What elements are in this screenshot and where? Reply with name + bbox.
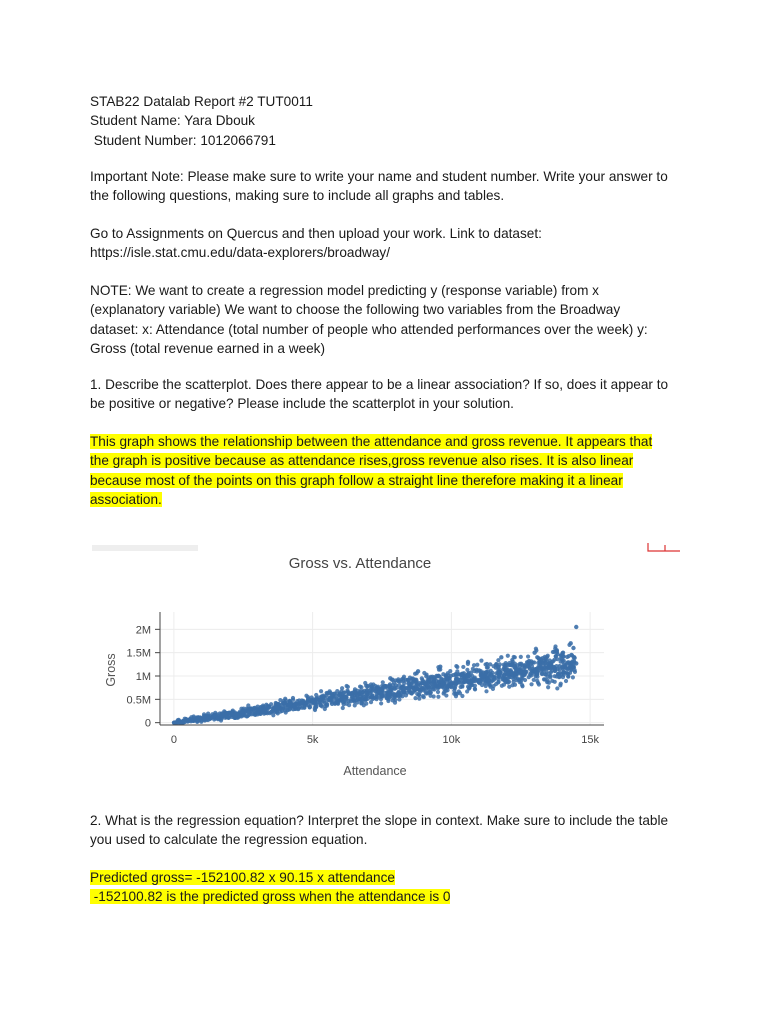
scatter-point xyxy=(445,685,449,689)
scatter-point xyxy=(400,690,404,694)
report-title: STAB22 Datalab Report #2 TUT0011 xyxy=(90,94,313,109)
scatter-points xyxy=(172,625,579,725)
scatter-point xyxy=(257,708,261,712)
scatter-point xyxy=(466,662,470,666)
scatter-point xyxy=(561,670,565,674)
scatter-point xyxy=(249,707,253,711)
scatter-point xyxy=(507,663,511,667)
y-tick-label: 2M xyxy=(135,624,151,637)
scatter-point xyxy=(458,678,462,682)
scatter-point xyxy=(342,702,346,706)
scatter-point xyxy=(513,672,517,676)
scatter-point xyxy=(453,686,457,690)
answer-highlight: association. xyxy=(90,491,162,507)
scatter-point xyxy=(346,685,350,689)
scatter-point xyxy=(566,672,570,676)
scatter-point xyxy=(475,663,479,667)
scatter-point xyxy=(479,673,483,677)
scatter-point xyxy=(498,670,502,674)
scatter-point xyxy=(329,700,333,704)
regression-note-line: (explanatory variable) We want to choose the following two variables from the Broadway xyxy=(90,302,621,318)
scatter-point xyxy=(366,697,370,701)
scatter-point xyxy=(274,703,278,707)
scatter-point xyxy=(529,682,533,686)
scatter-point xyxy=(555,652,559,656)
scatter-point xyxy=(436,690,440,694)
scatter-point xyxy=(440,683,444,687)
scatter-point xyxy=(483,673,487,677)
scatter-point xyxy=(534,647,538,651)
x-tick-label: 10k xyxy=(442,734,461,746)
scatter-point xyxy=(231,708,235,712)
scatter-point xyxy=(341,706,345,710)
scatter-point xyxy=(479,659,483,663)
scatter-point xyxy=(448,679,452,683)
scatter-point xyxy=(283,708,287,712)
scatter-point xyxy=(393,687,397,691)
scatter-point xyxy=(307,705,311,709)
scatter-point xyxy=(507,685,511,689)
scatter-point xyxy=(397,697,401,701)
scatter-point xyxy=(487,679,491,683)
scatter-point xyxy=(301,699,305,703)
scatter-point xyxy=(359,701,363,705)
scatter-point xyxy=(488,685,492,689)
scatter-point xyxy=(353,703,357,707)
student-name: Student Name: Yara Dbouk xyxy=(90,113,255,129)
scatter-point xyxy=(459,685,463,689)
scatter-point xyxy=(510,671,514,675)
scatter-point xyxy=(353,689,357,693)
scatter-point xyxy=(487,672,491,676)
scatter-point xyxy=(319,689,323,693)
intercept-interpretation: -152100.82 is the predicted gross when the attendance is 0 xyxy=(90,889,451,905)
scatter-point xyxy=(386,699,390,703)
scatter-point xyxy=(513,683,517,687)
scatter-point xyxy=(498,662,502,666)
scatter-point xyxy=(454,672,458,676)
regression-note-line: Gross (total revenue earned in a week) xyxy=(90,340,325,356)
note-line: the following questions, making sure to include all graphs and tables. xyxy=(90,188,505,204)
scatter-point xyxy=(439,677,443,681)
scatter-point xyxy=(536,681,540,685)
scatter-point xyxy=(221,711,225,715)
scatter-point xyxy=(420,676,424,680)
scatter-point xyxy=(342,690,346,694)
scatter-point xyxy=(410,691,414,695)
scatter-point xyxy=(506,654,510,658)
scatter-point xyxy=(500,684,504,688)
scatter-point xyxy=(449,685,453,689)
scatter-point xyxy=(553,669,557,673)
scatter-point xyxy=(178,721,182,725)
scatter-point xyxy=(560,657,564,661)
scatter-point xyxy=(473,687,477,691)
scatter-point xyxy=(468,674,472,678)
scatter-point xyxy=(567,643,571,647)
scatter-point xyxy=(415,679,419,683)
scatter-point xyxy=(460,673,464,677)
scatter-point xyxy=(385,693,389,697)
scatter-point xyxy=(494,663,498,667)
x-tick-label: 5k xyxy=(306,734,319,746)
scatter-point xyxy=(203,718,207,722)
scatter-point xyxy=(227,711,231,715)
scatter-point xyxy=(381,680,385,684)
scatter-point xyxy=(533,667,537,671)
question-2 xyxy=(90,811,690,850)
regression-note-line: NOTE: We want to create a regression model predicting y (response variable) from x xyxy=(90,283,599,298)
scatter-point xyxy=(387,684,391,688)
x-tick-label: 15k xyxy=(581,734,599,746)
scatter-point xyxy=(409,683,413,687)
scatter-point xyxy=(436,695,440,699)
scatter-point xyxy=(538,661,542,665)
note-line: Important Note: Please make sure to write your name and student number. Write your answer to xyxy=(90,169,668,184)
scatter-point xyxy=(364,691,368,695)
scatter-point xyxy=(444,677,448,681)
scatter-point xyxy=(340,696,344,700)
scatter-point xyxy=(383,684,387,688)
scatter-point xyxy=(309,702,313,706)
scatter-point xyxy=(284,698,288,702)
scatter-point xyxy=(496,658,500,662)
scatter-point xyxy=(485,662,489,666)
scatter-point xyxy=(574,625,578,629)
scatter-point xyxy=(313,699,317,703)
answer-highlight: because most of the points on this graph follow a straight line therefore making it a linear xyxy=(90,472,623,488)
answer-highlight: the graph is positive because as attendance rises,gross revenue also rises. It is also linear xyxy=(90,453,634,469)
scatter-point xyxy=(551,650,555,654)
scatterplot-chart xyxy=(90,540,680,790)
scatter-point xyxy=(535,655,539,659)
scatter-point xyxy=(510,658,514,662)
student-number: Student Number: 1012066791 xyxy=(90,132,276,148)
scatter-point xyxy=(496,677,500,681)
scatter-point xyxy=(477,678,481,682)
dataset-link: https://isle.stat.cmu.edu/data-explorers/broadway/ xyxy=(90,245,390,261)
scatter-point xyxy=(527,675,531,679)
scatter-point xyxy=(526,654,530,658)
report-header xyxy=(90,92,690,150)
y-tick-label: 0.5M xyxy=(126,694,151,707)
scatter-point xyxy=(241,708,245,712)
scatter-point xyxy=(571,646,575,650)
scatter-point xyxy=(561,665,565,669)
scatter-point xyxy=(570,659,574,663)
scatter-point xyxy=(322,694,326,698)
scatter-point xyxy=(446,673,450,677)
scatter-point xyxy=(432,687,436,691)
scatter-point xyxy=(391,698,395,702)
scatter-point xyxy=(325,704,329,708)
scatter-point xyxy=(211,714,215,718)
y-tick-label: 0 xyxy=(144,717,151,730)
scatter-point xyxy=(328,691,332,695)
regression-note-line: dataset: x: Attendance (total number of people who attended performances over the week) y: xyxy=(90,321,648,337)
scatter-point xyxy=(548,675,552,679)
scatter-point xyxy=(564,679,568,683)
scatter-point xyxy=(173,720,177,724)
scatterplot-figure xyxy=(90,540,680,790)
scatter-point xyxy=(543,665,547,669)
scatter-point xyxy=(395,692,399,696)
scatter-point xyxy=(541,656,545,660)
scatter-point xyxy=(264,707,268,711)
scatter-point xyxy=(227,715,231,719)
scatter-point xyxy=(572,655,576,659)
scatter-point xyxy=(471,667,475,671)
scatter-point xyxy=(376,691,380,695)
important-note xyxy=(90,167,690,206)
scatter-point xyxy=(216,716,220,720)
scatter-point xyxy=(519,655,523,659)
scatter-point xyxy=(444,693,448,697)
scatter-point xyxy=(413,696,417,700)
y-axis-title: Gross xyxy=(104,653,118,687)
scatter-point xyxy=(273,710,277,714)
scatter-point xyxy=(494,682,498,686)
scatter-point xyxy=(369,700,373,704)
scatter-point xyxy=(424,690,428,694)
assignment-line: Go to Assignments on Quercus and then upload your work. Link to dataset: xyxy=(90,226,542,241)
scatter-point xyxy=(511,677,515,681)
scatter-point xyxy=(532,678,536,682)
scatter-point xyxy=(426,681,430,685)
y-tick-label: 1.5M xyxy=(126,647,151,660)
scatter-point xyxy=(296,707,300,711)
scatter-point xyxy=(522,673,526,677)
cropped-toolbar-fragment xyxy=(92,545,198,551)
scatter-point xyxy=(408,676,412,680)
scatter-point xyxy=(359,693,363,697)
scatter-point xyxy=(558,683,562,687)
scatter-point xyxy=(433,683,437,687)
regression-note xyxy=(90,281,690,358)
scatter-point xyxy=(280,702,284,706)
question-line: 1. Describe the scatterplot. Does there appear to be a linear association? If so, does it appear to xyxy=(90,377,669,392)
scatter-point xyxy=(546,662,550,666)
scatter-point xyxy=(422,671,426,675)
scatter-point xyxy=(553,674,557,678)
scatter-point xyxy=(306,697,310,701)
scatter-point xyxy=(542,677,546,681)
scatter-point xyxy=(571,675,575,679)
scatter-point xyxy=(554,664,558,668)
scatter-point xyxy=(253,711,257,715)
scatter-point xyxy=(335,689,339,693)
scatter-point xyxy=(568,663,572,667)
scatter-point xyxy=(244,710,248,714)
x-axis-title: Attendance xyxy=(343,764,407,778)
scatter-point xyxy=(465,689,469,693)
assignment-instructions xyxy=(90,224,690,263)
scatter-point xyxy=(505,680,509,684)
scatter-point xyxy=(389,688,393,692)
scatter-point xyxy=(414,684,418,688)
question-line: be positive or negative? Please include the scatterplot in your solution. xyxy=(90,396,514,412)
scatter-point xyxy=(484,689,488,693)
scatter-point xyxy=(350,692,354,696)
scatter-point xyxy=(320,704,324,708)
scatter-point xyxy=(392,680,396,684)
scatter-point xyxy=(317,695,321,699)
answer-2 xyxy=(90,868,690,907)
chart-title: Gross vs. Attendance xyxy=(288,555,432,572)
scatter-point xyxy=(313,708,317,712)
scatter-point xyxy=(543,672,547,676)
scatter-point xyxy=(520,683,524,687)
answer-1 xyxy=(90,432,690,509)
scatter-point xyxy=(505,673,509,677)
scatter-point xyxy=(234,712,238,716)
scatter-point xyxy=(454,664,458,668)
scatter-point xyxy=(553,647,557,651)
y-tick-label: 1M xyxy=(135,671,151,683)
scatter-point xyxy=(206,712,210,716)
scatter-point xyxy=(551,659,555,663)
scatter-point xyxy=(335,701,339,705)
scatter-point xyxy=(468,681,472,685)
scatter-point xyxy=(347,703,351,707)
scatter-point xyxy=(436,665,440,669)
scatter-point xyxy=(360,696,364,700)
scatter-point xyxy=(379,701,383,705)
scatter-point xyxy=(461,665,465,669)
scatter-point xyxy=(569,668,573,672)
regression-equation: Predicted gross= -152100.82 x 90.15 x attendance xyxy=(90,870,395,885)
scatter-point xyxy=(370,684,374,688)
scatter-point xyxy=(397,683,401,687)
x-tick-label: 0 xyxy=(170,734,177,746)
scatter-point xyxy=(375,686,379,690)
scatter-point xyxy=(400,694,404,698)
scatter-point xyxy=(547,681,551,685)
scatter-point xyxy=(417,693,421,697)
scatter-point xyxy=(553,680,557,684)
scatter-point xyxy=(492,678,496,682)
scatter-point xyxy=(278,710,282,714)
scatter-point xyxy=(402,675,406,679)
scatter-point xyxy=(520,663,524,667)
scatter-point xyxy=(526,661,530,665)
scatter-point xyxy=(420,686,424,690)
scatter-point xyxy=(195,720,199,724)
scatter-point xyxy=(234,716,238,720)
scatter-point xyxy=(192,714,196,718)
question-line: you used to calculate the regression equation. xyxy=(90,832,368,848)
question-1 xyxy=(90,375,690,414)
question-line: 2. What is the regression equation? Interpret the slope in context. Make sure to include the table xyxy=(90,813,669,828)
scatter-point xyxy=(328,696,332,700)
scatter-point xyxy=(555,686,559,690)
scatter-point xyxy=(289,701,293,705)
scatter-point xyxy=(353,696,357,700)
scatter-point xyxy=(300,706,304,710)
scatter-point xyxy=(454,680,458,684)
scatter-point xyxy=(515,667,519,671)
scatter-point xyxy=(359,689,363,693)
scatter-point xyxy=(415,671,419,675)
cropped-icon-fragment xyxy=(648,543,680,551)
scatter-point xyxy=(483,681,487,685)
scatter-point xyxy=(370,695,374,699)
scatter-point xyxy=(428,690,432,694)
scatter-point xyxy=(458,691,462,695)
answer-highlight: This graph shows the relationship between the attendance and gross revenue. It appears that xyxy=(90,434,653,449)
scatter-point xyxy=(432,678,436,682)
scatter-point xyxy=(428,694,432,698)
scatter-point xyxy=(349,699,353,703)
scatter-point xyxy=(475,669,479,673)
scatter-point xyxy=(546,685,550,689)
